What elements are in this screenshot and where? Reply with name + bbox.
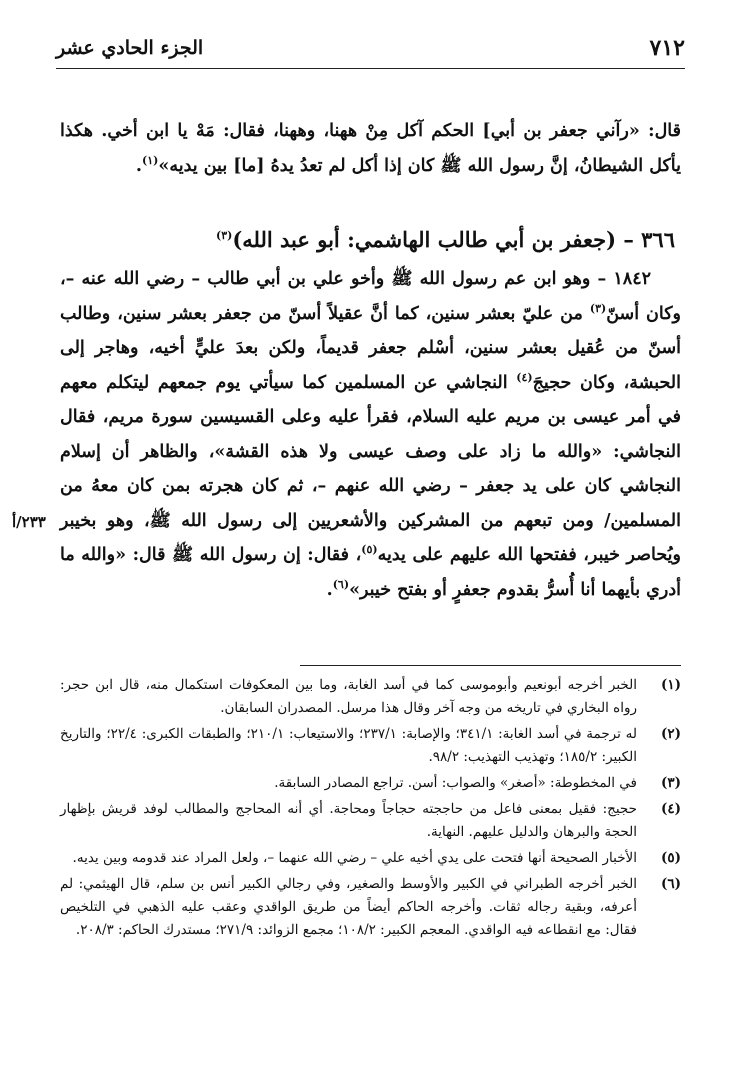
footnote-ref: (٦) [332,577,350,591]
footnote-text: له ترجمة في أسد الغابة: ٣٤١/١؛ والإصابة: ٢٣٧/١؛ والاستيعاب: ٢١٠/١؛ والطبقات الكبرى: ٢٢/٤؛ والتاريخ الكبير: ١٨٥/٢؛ وتهذيب التهذيب: ٩٨/٢. [60,726,638,765]
text-segment: ، فقال: إن رسول الله ﷺ قال: «والله ما أدري بأيهما أنا أُسرُّ بقدوم جعفرٍ أو بفتح خيبر» [60,545,681,600]
main-paragraph [60,262,681,607]
footnote-number: (٥) [660,850,681,866]
text-segment: من عليّ بعشر سنين، كما أنَّ عقيلاً أسنّ من جعفر بعشر سنين، وطالب أسنّ من عُقيل بعشر سنين، أسْلم جعفر قديماً، ولكن بعدَ عليٍّ أخيه، وهاجر إلى الحبشة، وكان حجيجَ [60,303,681,393]
text-segment: ١٨٤٢ – وهو ابن عم رسول الله ﷺ وأخو علي بن أبي طالب – رضي الله عنه –، وكان أسنّ [60,269,681,324]
text-segment: . [326,579,333,600]
page-header [56,28,685,69]
footnote-item [60,798,681,844]
footnote-text: الأخبار الصحيحة أنها فتحت على يدي أخيه علي – رضي الله عنهما –، ولعل المراد عند قدومه وبين يديه. [72,850,637,866]
page-number: ٧١٢ [649,35,685,61]
footnote-ref: (١) [142,153,159,167]
footnote-number: (٤) [660,801,681,817]
footnote-item [60,847,681,870]
footnote-text: الخبر أخرجه أبونعيم وأبوموسى كما في أسد الغابة، وما بين المعكوفات استكمال منه، قال ابن حجر: رواه البخاري في تاريخه من وجه آخر وقال هذا مرسل. المصدران السابقان. [60,677,637,716]
running-title: الجزء الحادي عشر [56,37,204,59]
footnote-text: حجيج: فقيل بمعنى فاعل من حاججته حجاجاً ومحاجة. أي أنه المحاجج والمطالب لوفد قريش بإظهار الحجة والبرهان والدليل عليهم. النهاية. [60,801,637,840]
footnote-number: (٦) [660,876,681,892]
intro-paragraph: قال: «رآني جعفر بن أبي] الحكم آكل مِنْ ههنا، وههنا، فقال: مَهْ يا ابن أخي. هكذا يأكل الشيطانُ، إنَّ رسول الله ﷺ كان إذا أكل لم تعدُ يدهُ [ما] بين يديه»$^{(١)}$. [60,121,681,176]
intro-text: قال: «رآني جعفر بن أبي] الحكم آكل مِنْ ههنا، وههنا، فقال: مَهْ يا ابن أخي. هكذا يأكل الشيطانُ، إنَّ رسول الله ﷺ كان إذا أكل لم تعدُ يدهُ [ما] بين يديه» [60,121,681,176]
main-text [60,262,681,607]
manuscript-folio-note: ٢٣٣/أ [12,513,46,531]
footnote-ref: (٤) [516,370,533,384]
footnote-divider [300,665,681,666]
text-segment: النجاشي عن المسلمين كما سيأتي يوم جمعهم ليتكلم معهم في أمر عيسى بن مريم عليه السلام، فقرأ عليه وعلى القسيسين سورة مريم، فقال النجاشي: «والله ما زاد على وصف عيسى ولا هذه القشة»، والظاهر أن إسلام النجاشي كان على يد جعفر – رضي الله عنهم –، ثم كان هجرته بمن كان معهُ من المسلمين/ ومن تبعهم من المشركين والأشعريين إلى رسول الله ﷺ، وهو بخيبر ويُحاصر خيبر، ففتحها الله عليهم على يديه [60,372,681,565]
footnote-number: (٢) [660,726,681,742]
footnote-ref: (٥) [361,543,378,557]
footnote-item [60,723,681,769]
heading-text: ٣٦٦ – (جعفر بن أبي طالب الهاشمي: أبو عبد الله) [232,227,675,252]
footnotes [60,674,681,945]
section-heading [120,222,675,258]
footnote-item [60,772,681,795]
footnote-ref: (٣) [589,301,607,315]
footnote-number: (٣) [660,775,681,791]
footnote-number: (١) [660,677,681,693]
footnote-item [60,674,681,720]
footnote-text: في المخطوطة: «أصغر» والصواب: أسن. تراجع المصادر السابقة. [274,775,637,791]
footnote-item [60,873,681,942]
footnote-ref: (٣) [215,229,233,242]
footnote-text: الخبر أخرجه الطبراني في الكبير والأوسط والصغير، وفي رجالي الكبير أنس بن سلم، قال الهيثمي: لم أعرفه، وبقية رجاله ثقات. وأخرجه الحاكم أيضاً من طريق الواقدي وعقب عليه الذهبي في التلخيص فقال: مع انقطاعه فيه الواقدي. المعجم الكبير: ١٠٨/٢؛ مجمع الزوائد: ٢٧١/٩؛ مستدرك الحاكم: ٢٠٨/٣. [60,876,637,938]
